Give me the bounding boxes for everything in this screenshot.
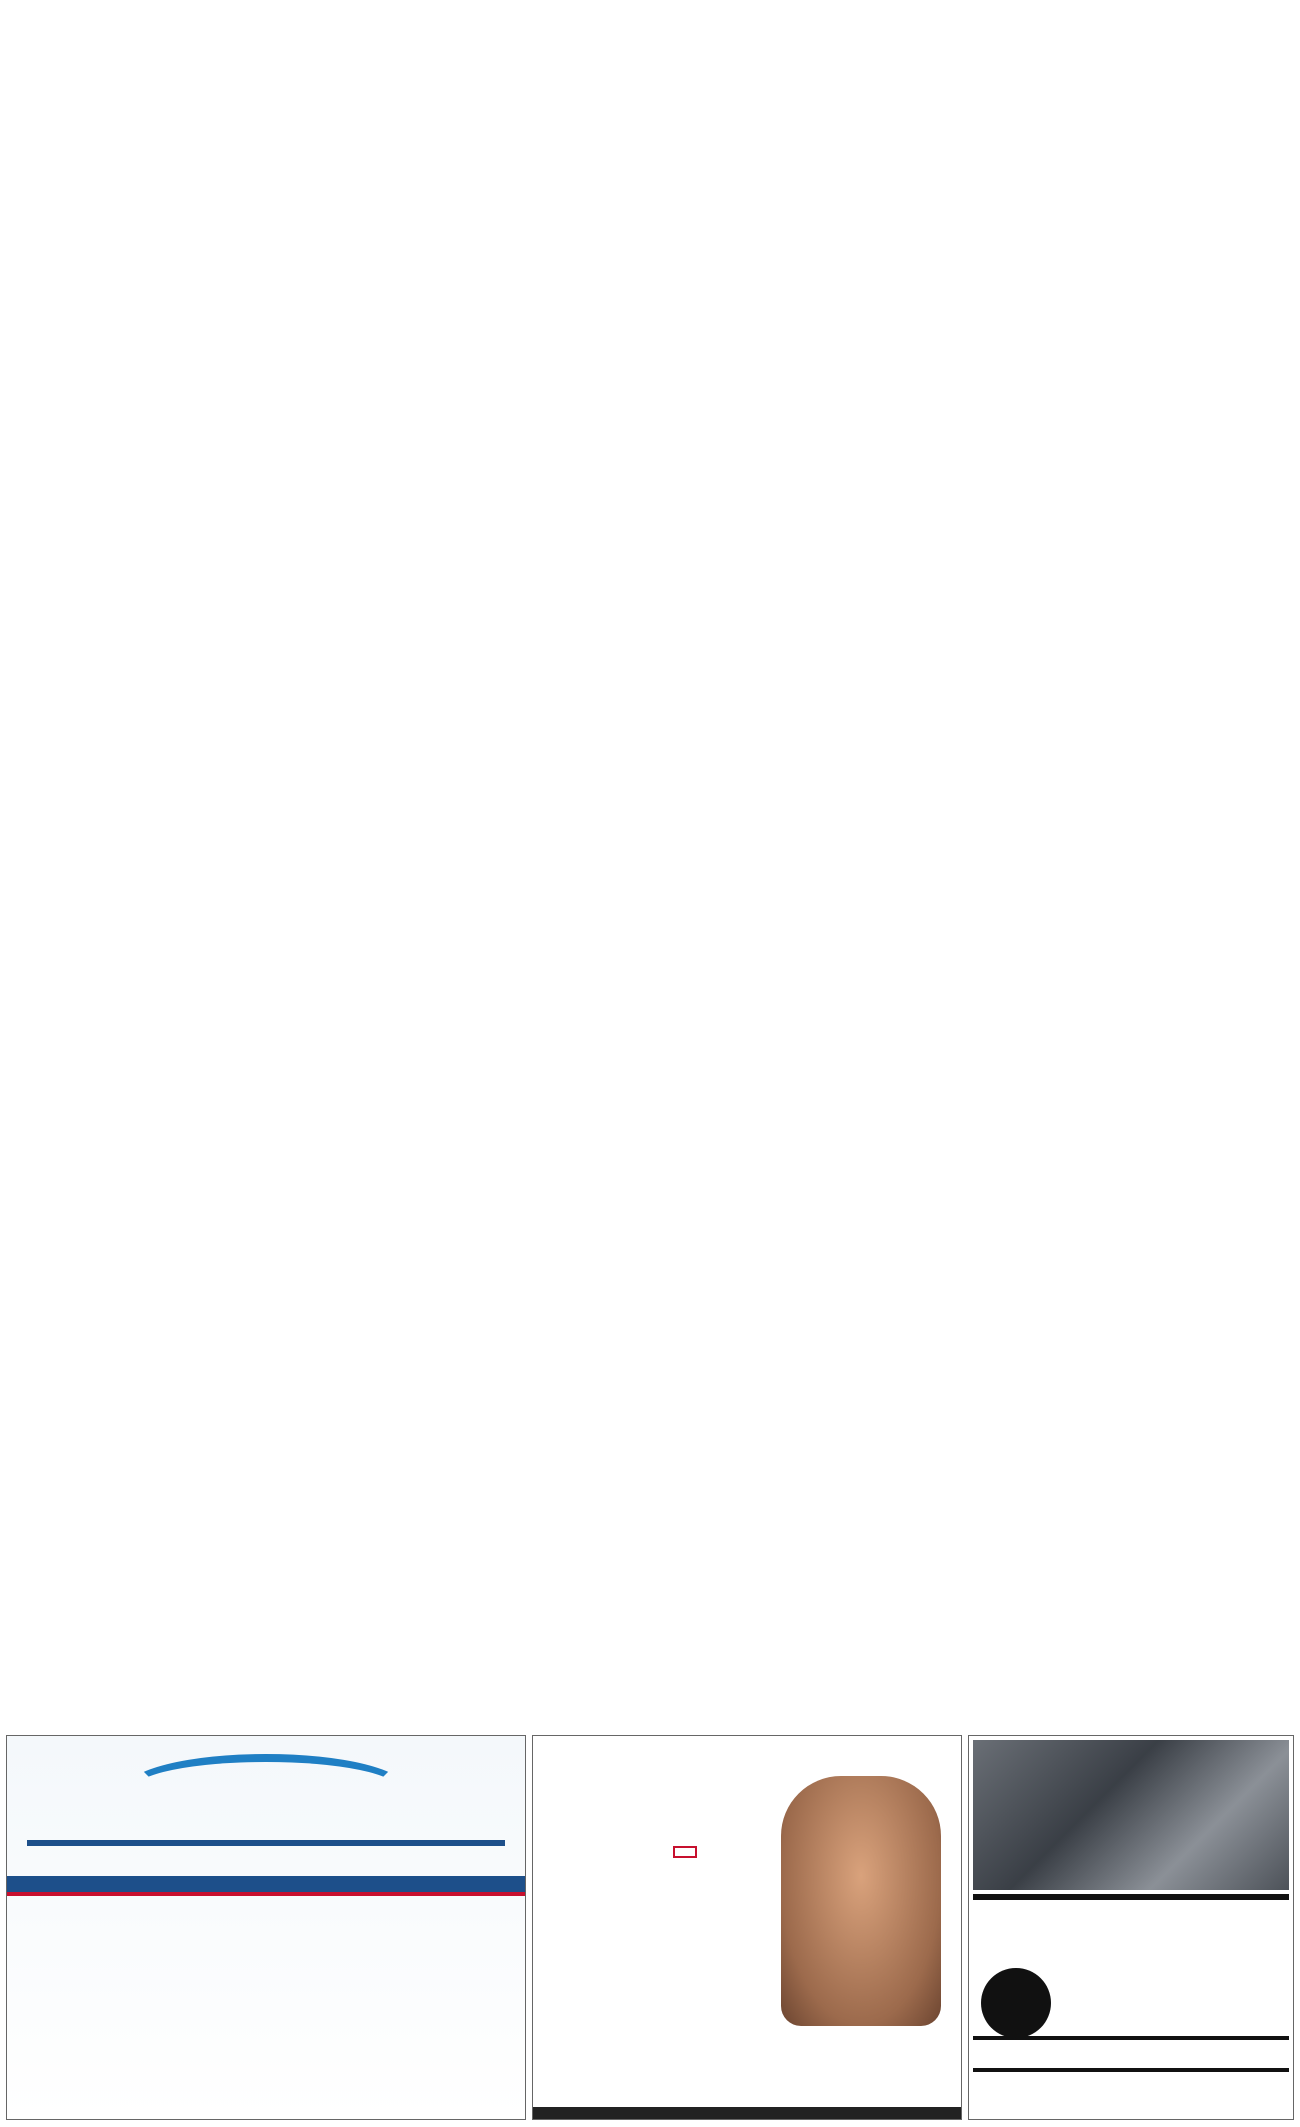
health-ad — [532, 1735, 962, 2120]
sky-logo — [116, 1748, 416, 1834]
sky-telecom-ad — [6, 1735, 526, 2120]
sky-hours-bar — [7, 1876, 525, 1892]
discount-badge — [981, 1968, 1051, 2038]
health-ad-footer — [533, 2107, 961, 2119]
sky-address — [7, 1896, 525, 1900]
moon-creations-ad — [968, 1735, 1294, 2120]
group-photo — [973, 1740, 1289, 1890]
ads-row — [6, 1735, 1294, 2120]
offer-line — [969, 1904, 1293, 1906]
news-grid — [6, 18, 1294, 1728]
sky-arc-icon — [126, 1754, 406, 1824]
folio-line — [6, 4, 1294, 18]
bodybuilder-image — [781, 1776, 941, 2026]
fast-track-banner — [973, 2036, 1289, 2040]
amazing-offers-banner — [27, 1840, 505, 1846]
health-ad-headline — [533, 1736, 961, 1742]
moon-brand — [973, 2068, 1289, 2072]
health-ad-price — [673, 1846, 697, 1858]
